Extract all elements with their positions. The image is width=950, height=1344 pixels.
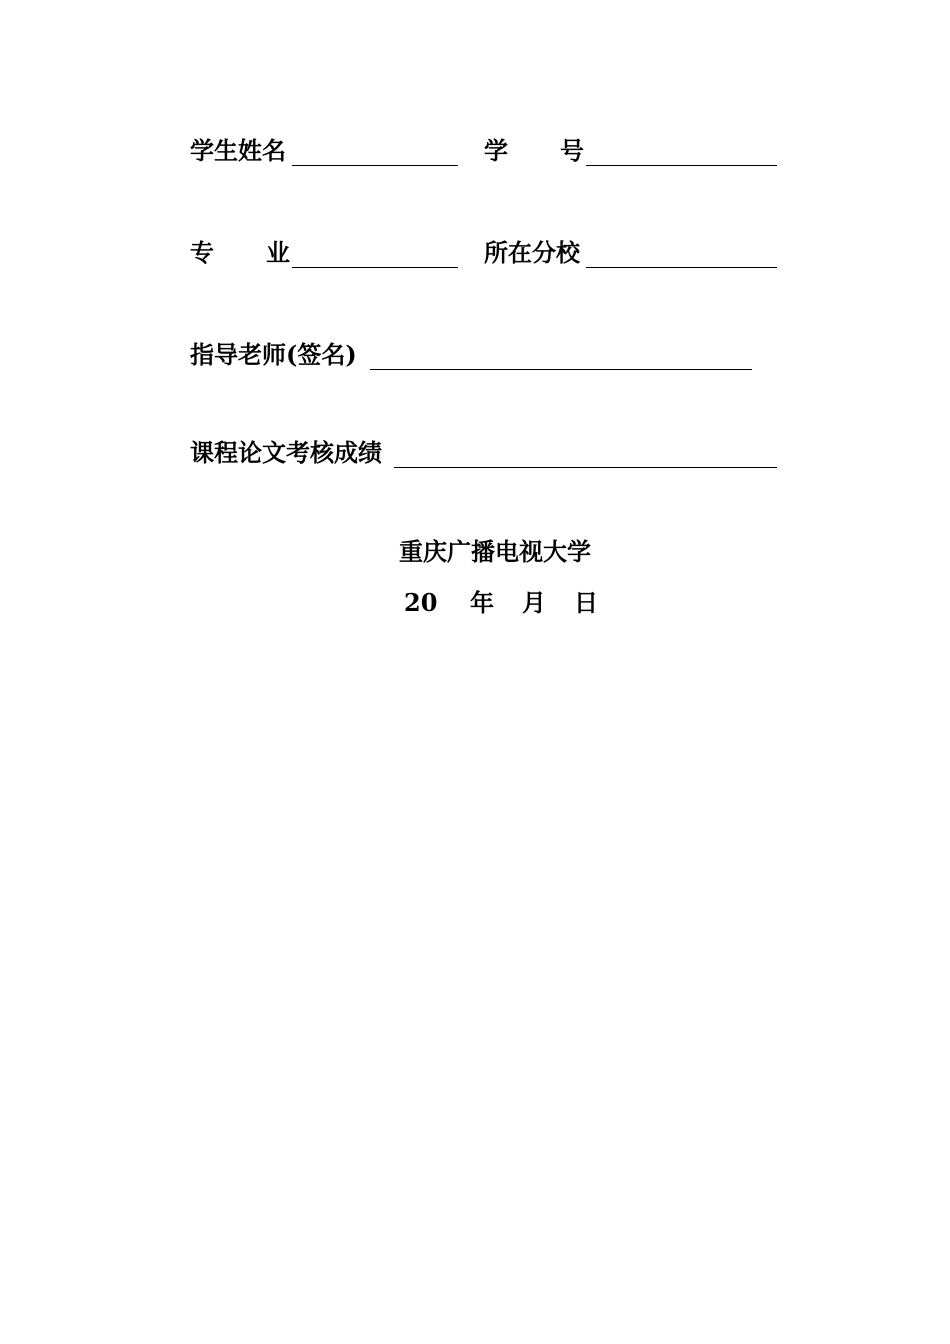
campus-label: 所在分校 xyxy=(484,238,580,267)
date-year-prefix: 20 xyxy=(404,588,438,617)
campus-field[interactable] xyxy=(586,267,777,268)
student-name-field[interactable] xyxy=(292,165,458,166)
course-paper-grade-field[interactable] xyxy=(394,467,777,468)
student-id-label-part1: 学 xyxy=(484,136,508,165)
major-label-part2: 业 xyxy=(266,238,290,267)
date-year-label: 年 xyxy=(470,588,494,617)
major-field[interactable] xyxy=(292,267,458,268)
student-name-label: 学生姓名 xyxy=(190,136,286,165)
student-id-field[interactable] xyxy=(586,165,777,166)
advisor-row xyxy=(190,330,780,370)
advisor-signature-field[interactable] xyxy=(370,369,752,370)
course-paper-grade-label: 课程论文考核成绩 xyxy=(190,438,382,467)
student-info-row xyxy=(190,126,780,166)
date-month-label: 月 xyxy=(522,588,546,617)
date-day-label: 日 xyxy=(574,588,598,617)
major-campus-row xyxy=(190,228,780,268)
advisor-signature-label: 指导老师(签名) xyxy=(190,340,357,369)
grade-row xyxy=(190,428,780,468)
major-label-part1: 专 xyxy=(190,238,214,267)
university-name: 重庆广播电视大学 xyxy=(399,537,591,566)
student-id-label-part2: 号 xyxy=(560,136,584,165)
